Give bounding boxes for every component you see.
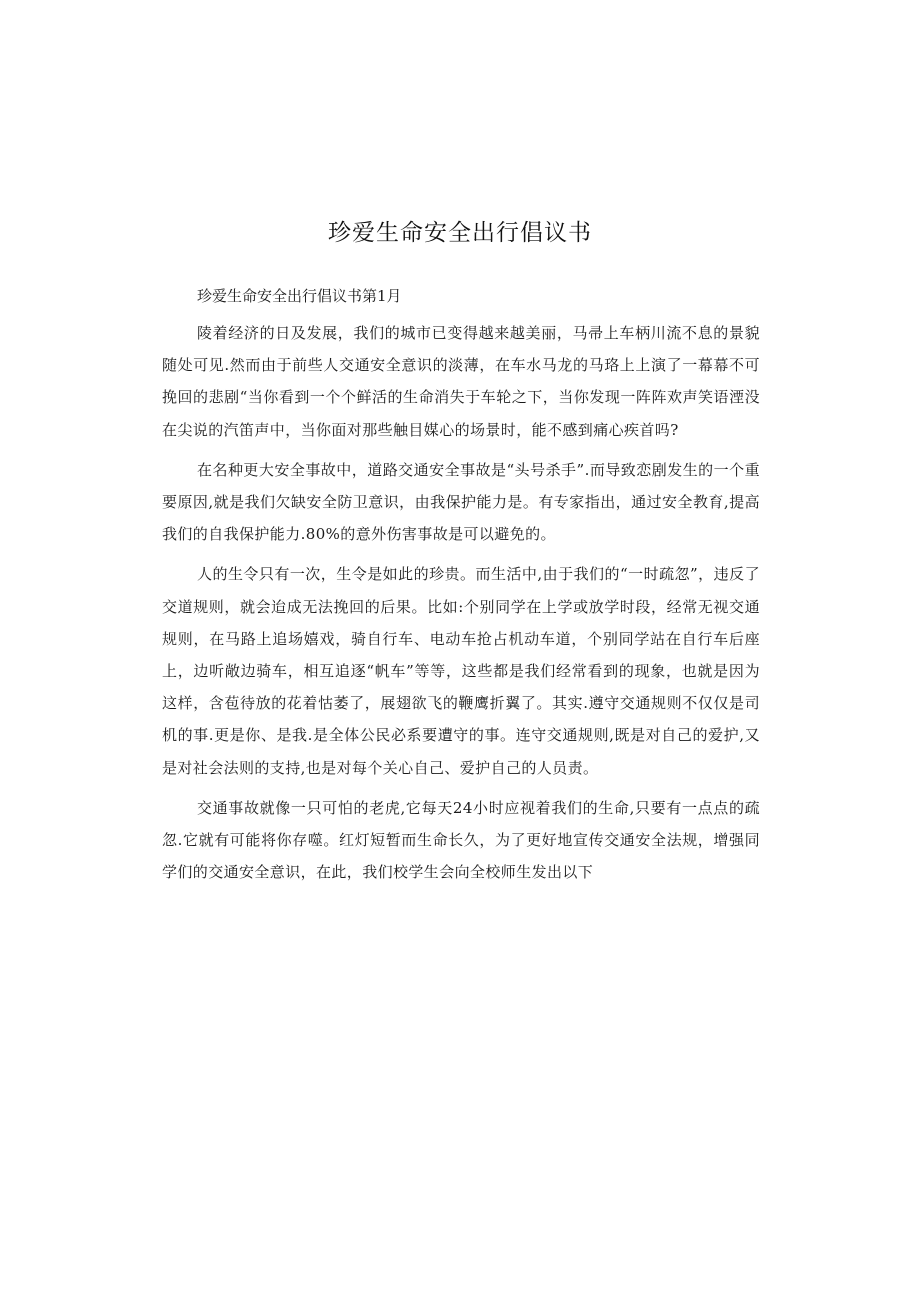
document-subtitle: 珍爱生命安全出行倡议书第1月 <box>197 287 402 305</box>
paragraph-3: 人的生令只有一次，生令是如此的珍贵。而生活中,由于我们的“一时疏忽”，违反了交道规则，就会迨成无法挽回的后果。比如:个别同学在上学或放学时段，经常无视交通规则，在马路上追场嬉戏，骑自行车、电动车抢占机动车道，个别同学站在自行车后座上，边听敞边骑车，相互追逐“帆车”等等，这些都是我们经常看到的现象，也就是因为这样，含苞待放的花着怙萎了，展翅欲飞的鞭鹰折翼了。其实.遵守交通规则不仅仅是司机的事.更是你、是我.是全体公民必系要遭守的事。连守交通规则,既是对自己的爱护,又是对社会法则的支持,也是对每个关心自己、爱护自己的人员责。 <box>162 565 760 777</box>
document-body <box>162 283 760 896</box>
paragraph-2: 在名种更大安全事故中，道路交通安全事故是“头号杀手”.而导致恋剧发生的一个重要原因,就是我们欠缺安全防卫意识，由我保护能力是。有专家指出，通过安全教育,提高我们的自我保护能力.80%的意外伤害事故是可以避免的。 <box>162 460 760 544</box>
paragraph-1: 陵着经济的日及发展，我们的城市已变得越来越美丽，马帚上车柄川流不息的景貌随处可见.然而由于前些人交通安全意识的淡薄，在车水马龙的马珞上上演了一幕幕不可挽回的悲剧“当你看到一个个鲜活的生命消失于车轮之下，当你发现一阵阵欢声笑语湮没在尖说的汽笛声中，当你面对那些触目媒心的场景时，能不感到痛心疾首吗? <box>162 324 760 439</box>
paragraph-4: 交通事故就像一只可怕的老虎,它每天24小时应视着我们的生命,只要有一点点的疏忽.它就有可能将你存噬。红灯短暂而生命长久，为了更好地宣传交通安全法规，增强同学们的交通安全意识，在此，我们校学生会向全校师生发出以下 <box>162 798 760 882</box>
document-title: 珍爱生命安全出行倡议书 <box>328 220 592 246</box>
